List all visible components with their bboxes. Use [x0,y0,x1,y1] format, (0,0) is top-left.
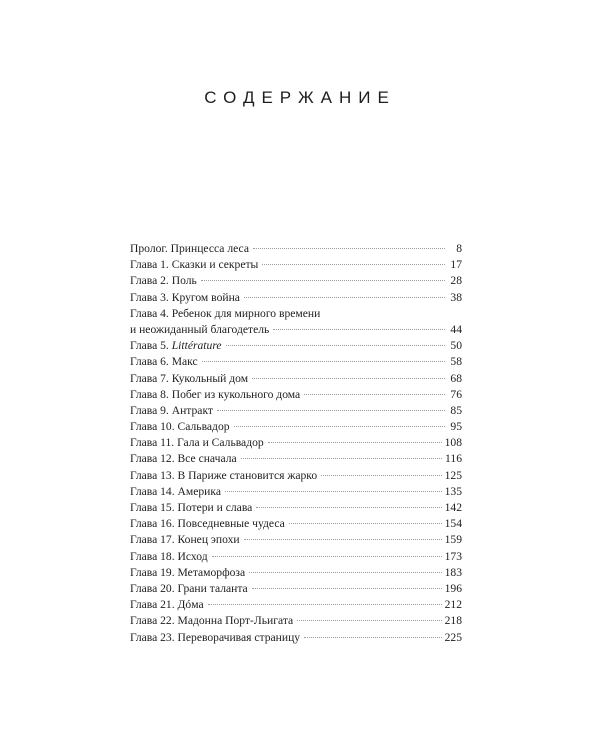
toc-entry-chapter-4[interactable] [130,322,462,338]
dot-leader [304,637,442,638]
toc-entry-label: Глава 15. Потери и слава [130,501,253,514]
toc-entry-label: Глава 17. Конец эпохи [130,533,240,547]
toc-entry-label-prefix: Глава 5. [130,339,172,353]
toc-entry-label: Глава 16. Повседневные чудеса [130,517,285,531]
toc-entry-label: и неожиданный благодетель [130,322,270,336]
toc-entry-page: 50 [450,339,462,353]
toc-entry-chapter-9[interactable] [130,403,462,419]
toc-entry-label [130,338,222,354]
toc-entry-page: 212 [444,598,462,612]
toc-entry-label: Глава 20. Грани таланта [130,581,248,595]
toc-entry-page: 76 [450,387,462,401]
toc-entry-label: Глава 1. Сказки и секреты [130,258,259,272]
toc-entry-chapter-21[interactable] [130,597,462,613]
toc-entry-chapter-15[interactable] [130,500,462,516]
toc-entry-chapter-2[interactable] [130,273,462,289]
toc-entry-chapter-12[interactable] [130,451,462,467]
toc-entry-label: Глава 9. Антракт [130,403,213,417]
toc-entry-page: 154 [444,517,462,531]
toc-entry-label: Глава 18. Исход [130,549,208,563]
dot-leader [225,491,442,492]
toc-entry-page: 196 [444,581,462,595]
toc-entry-chapter-18[interactable] [130,549,462,565]
dot-leader [208,604,442,605]
toc-entry-label: Глава 14. Америка [130,484,221,498]
toc-entry-chapter-17[interactable] [130,532,462,548]
toc-entry-label: Глава 21. Дóма [130,598,204,612]
toc-entry-page: 116 [445,452,462,466]
dot-leader [256,507,441,508]
dot-leader [304,394,445,395]
toc-entry-chapter-7[interactable] [130,371,462,387]
toc-entry-chapter-22[interactable] [130,613,462,629]
toc-entry-page: 95 [450,420,462,434]
toc-entry-chapter-13[interactable] [130,468,462,484]
toc-entry-label: Пролог. Принцесса леса [130,242,249,255]
toc-entry-label: Глава 23. Переворачивая страницу [130,630,301,644]
toc-entry-label-italic: Littérature [171,339,222,353]
dot-leader [244,297,445,298]
dot-leader [321,475,441,476]
toc-entry-page: 44 [450,322,462,336]
dot-leader [234,426,445,427]
toc-entry-label: Глава 10. Сальвадор [130,420,230,434]
dot-leader [217,410,445,411]
dot-leader [201,280,445,281]
toc-entry-page: 68 [450,371,462,385]
toc-entry-prologue[interactable] [130,241,462,257]
toc-entry-label: Глава 3. Кругом война [130,290,240,304]
toc-entry-page: 28 [450,274,462,288]
dot-leader [273,329,445,330]
dot-leader [297,620,441,621]
toc-entry-chapter-1[interactable] [130,257,462,273]
toc-entry-page: 159 [444,533,462,547]
toc-entry-page: 142 [444,501,462,514]
toc-entry-label: Глава 11. Гала и Сальвадор [130,436,264,450]
dot-leader [212,556,442,557]
toc-entry-chapter-3[interactable] [130,290,462,306]
toc-entry-chapter-23[interactable] [130,630,462,646]
toc-entry-page: 173 [444,549,462,563]
toc-entry-chapter-8[interactable] [130,387,462,403]
toc-entry-page: 218 [444,614,462,628]
toc-entry-label: Глава 7. Кукольный дом [130,371,249,385]
dot-leader [226,345,445,346]
toc-entry-page: 183 [444,565,462,579]
dot-leader [252,378,445,379]
toc-entry-page: 225 [444,630,462,644]
toc-entry-label: Глава 8. Побег из кукольного дома [130,387,301,401]
dot-leader [252,588,442,589]
toc-entry-chapter-4-line-1[interactable] [130,306,462,322]
toc-entry-chapter-10[interactable] [130,419,462,435]
toc-entry-label: Глава 22. Мадонна Порт-Льигата [130,614,294,628]
toc-entry-page: 17 [450,258,462,272]
toc-entry-page: 125 [444,468,462,482]
table-of-contents [130,241,462,646]
toc-entry-chapter-20[interactable] [130,581,462,597]
toc-entry-chapter-5[interactable] [130,338,462,354]
dot-leader [289,523,442,524]
dot-leader [253,248,445,249]
toc-entry-page: 135 [444,484,462,498]
contents-heading: СОДЕРЖАНИЕ [204,88,396,107]
dot-leader [249,572,441,573]
toc-entry-label: Глава 2. Поль [130,274,197,288]
toc-entry-page: 108 [444,436,462,450]
toc-entry-chapter-11[interactable] [130,435,462,451]
dot-leader [244,539,442,540]
dot-leader [202,361,445,362]
toc-entry-label: Глава 19. Метаморфоза [130,565,246,579]
toc-entry-label: Глава 6. Макс [130,355,198,369]
toc-entry-label: Глава 13. В Париже становится жарко [130,468,318,482]
toc-entry-label: Глава 4. Ребенок для мирного времени [130,306,321,320]
toc-entry-chapter-16[interactable] [130,516,462,532]
dot-leader [241,458,442,459]
toc-entry-chapter-19[interactable] [130,565,462,581]
toc-entry-page: 58 [450,355,462,369]
toc-entry-page: 8 [456,242,462,255]
toc-entry-page: 38 [450,290,462,304]
toc-entry-label: Глава 12. Все сначала [130,452,237,466]
toc-entry-chapter-6[interactable] [130,354,462,370]
dot-leader [262,264,445,265]
toc-entry-page: 85 [450,403,462,417]
dot-leader [268,442,442,443]
toc-entry-chapter-14[interactable] [130,484,462,500]
